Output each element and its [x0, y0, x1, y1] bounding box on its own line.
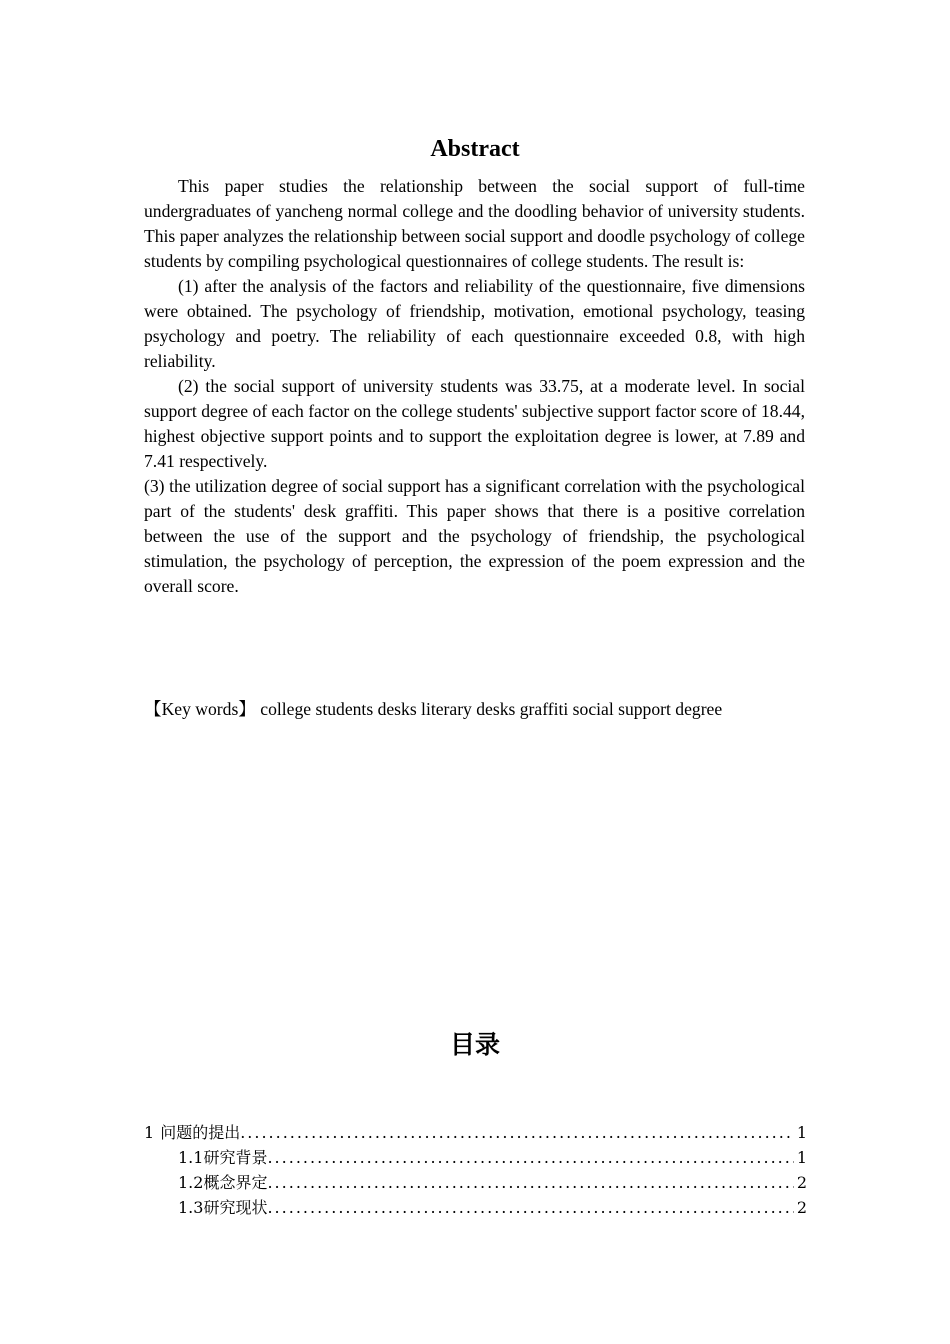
abstract-paragraph-result-1: (1) after the analysis of the factors and reliability of the questionnaire, five dimensions were obtained. The psychology of friendship, motivation, emotional psychology, teasing psychology and poetry. The reliability of each questionnaire exceeded 0.8, with high reliability. [144, 276, 805, 371]
abstract-body [144, 174, 805, 599]
table-of-contents [144, 1120, 807, 1220]
abstract-paragraph-result-3: (3) the utilization degree of social support has a significant correlation with the psychological part of the students' desk graffiti. This paper shows that there is a positive correlation between the use of the support and the psychology of friendship, the psychological stimulation, the psychology of perception, the expression of the poem expression and the overall score. [144, 476, 805, 596]
toc-dot-leader [240, 1120, 794, 1145]
toc-entry-number: 1 [144, 1123, 155, 1142]
toc-entry-title: 研究背景 [203, 1148, 268, 1167]
keywords-line [144, 697, 844, 722]
keywords-text: college students desks literary desks graffiti social support degree [255, 699, 723, 719]
toc-dot-leader [267, 1145, 793, 1170]
abstract-paragraph-intro: This paper studies the relationship between the social support of full-time undergraduates of yancheng normal college and the doodling behavior of university students. This paper analyzes the relationship between social support and doodle psychology of college students by compiling psychological questionnaires of college students. The result is: [144, 176, 805, 271]
toc-entry-page: 2 [796, 1173, 807, 1192]
toc-entry-page: 2 [796, 1198, 807, 1217]
toc-entry-number: 1.1 [178, 1148, 204, 1167]
toc-entry-title: 研究现状 [203, 1198, 268, 1217]
toc-entry[interactable] [144, 1170, 807, 1195]
toc-entry[interactable] [144, 1120, 807, 1145]
toc-entry[interactable] [144, 1145, 807, 1170]
toc-entry-title: 概念界定 [203, 1173, 268, 1192]
abstract-title: Abstract [430, 136, 520, 162]
abstract-paragraph-result-2: (2) the social support of university students was 33.75, at a moderate level. In social support degree of each factor on the college students' subjective support factor score of 18.44, highest objective support points and to support the exploitation degree is lower, at 7.89 and 7.41 respectively. [144, 376, 805, 471]
toc-title: 目录 [449, 1030, 500, 1059]
toc-dot-leader [267, 1170, 793, 1195]
toc-entry[interactable] [144, 1195, 807, 1220]
toc-entry-number: 1.3 [178, 1198, 204, 1217]
toc-entry-title: 问题的提出 [160, 1123, 241, 1142]
keywords-label: 【Key words】 [144, 699, 256, 719]
toc-entry-page: 1 [796, 1148, 807, 1167]
toc-dot-leader [267, 1195, 793, 1220]
toc-entry-number: 1.2 [178, 1173, 204, 1192]
toc-entry-page: 1 [796, 1123, 807, 1142]
